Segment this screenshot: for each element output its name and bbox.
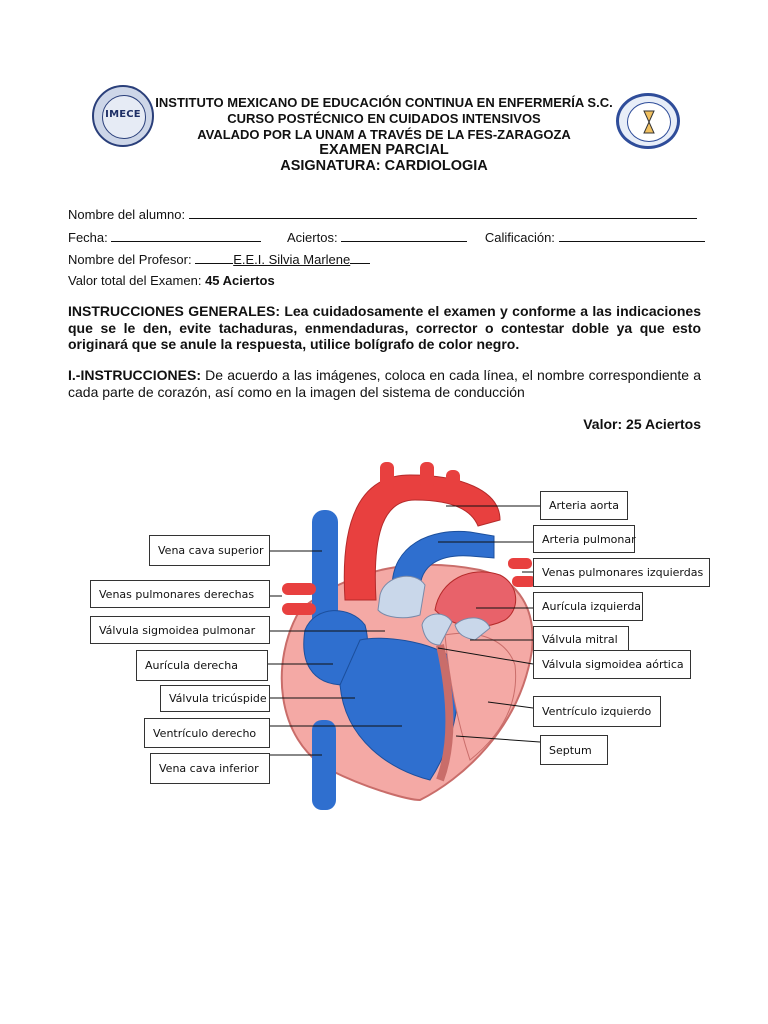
label-arteria-pulmonar: Arteria pulmonar [533,525,635,553]
label-vena-cava-superior: Vena cava superior [149,535,270,566]
label-auricula-derecha: Aurícula derecha [136,650,268,681]
date-blank[interactable] [111,229,261,242]
label-valvula-sigmoidea-aortica: Válvula sigmoidea aórtica [533,650,691,679]
fes-zaragoza-seal [616,93,680,149]
right-pulmonary-vein-2 [282,603,316,615]
total-value-row [68,273,275,288]
inferior-vena-cava [312,720,336,810]
aciertos-label: Aciertos: [287,230,338,245]
professor-blank-left [195,251,233,264]
right-pulmonary-vein-1 [282,583,316,595]
date-row [68,229,705,245]
student-name-label: Nombre del alumno: [68,207,186,222]
aorta-branch-1 [380,462,394,492]
professor-blank-right [350,251,370,264]
general-instructions: INSTRUCCIONES GENERALES: Lea cuidadosamente el examen y conforme a las indicaciones que se le den, evite tachaduras, enmendaduras, corrector o contestar doble ya que esto originará que se anule la respuesta, utilice bolígrafo de color negro. [68,303,701,352]
institution-name: INSTITUTO MEXICANO DE EDUCACIÓN CONTINUA EN ENFERMERÍA S.C. [155,95,613,110]
total-value-label: Valor total del Examen: [68,273,202,288]
label-venas-pulmonares-izquierdas: Venas pulmonares izquierdas [533,558,710,587]
exam-title: EXAMEN PARCIAL [319,142,449,158]
label-ventriculo-izquierdo: Ventrículo izquierdo [533,696,661,727]
label-venas-pulmonares-derechas: Venas pulmonares derechas [90,580,270,608]
section-1-instructions [68,367,701,400]
student-name-blank[interactable] [189,206,697,219]
aorta-branch-3 [446,470,460,496]
total-value: 45 Aciertos [205,273,275,288]
label-valvula-mitral: Válvula mitral [533,626,629,652]
section-value: Valor: 25 Aciertos [583,416,701,432]
hourglass-icon [643,110,655,134]
imece-logo [92,85,154,147]
aciertos-blank[interactable] [341,229,467,242]
section-1-title: I.-INSTRUCCIONES: [68,367,201,383]
endorsement: AVALADO POR LA UNAM A TRAVÉS DE LA FES-ZARAGOZA [197,127,571,142]
professor-row [68,251,370,267]
seal-inner [627,102,671,142]
label-septum: Septum [540,735,608,765]
label-auricula-izquierda: Aurícula izquierda [533,592,643,621]
label-ventriculo-derecho: Ventrículo derecho [144,718,270,748]
calificacion-blank[interactable] [559,229,705,242]
calificacion-label: Calificación: [484,230,555,245]
left-pulmonary-vein-1 [508,558,532,569]
section-1-text: De acuerdo a las imágenes, coloca en cada línea, el nombre correspondiente a cada parte de corazón, así como en la imagen del sistema de conducción [68,367,702,400]
imece-logo-text: IMECE [105,109,141,120]
label-valvula-sigmoidea-pulmonar: Válvula sigmoidea pulmonar [90,616,270,644]
date-label: Fecha: [68,230,108,245]
student-name-row [68,206,697,222]
subject-title: ASIGNATURA: CARDIOLOGIA [280,158,488,174]
professor-label: Nombre del Profesor: [68,252,192,267]
label-arteria-aorta: Arteria aorta [540,491,628,520]
professor-name: E.E.I. Silvia Marlene [233,252,351,267]
label-vena-cava-inferior: Vena cava inferior [150,753,270,784]
label-valvula-tricuspide: Válvula tricúspide [160,685,270,712]
course-name: CURSO POSTÉCNICO EN CUIDADOS INTENSIVOS [227,111,541,126]
aorta-branch-2 [420,462,434,490]
